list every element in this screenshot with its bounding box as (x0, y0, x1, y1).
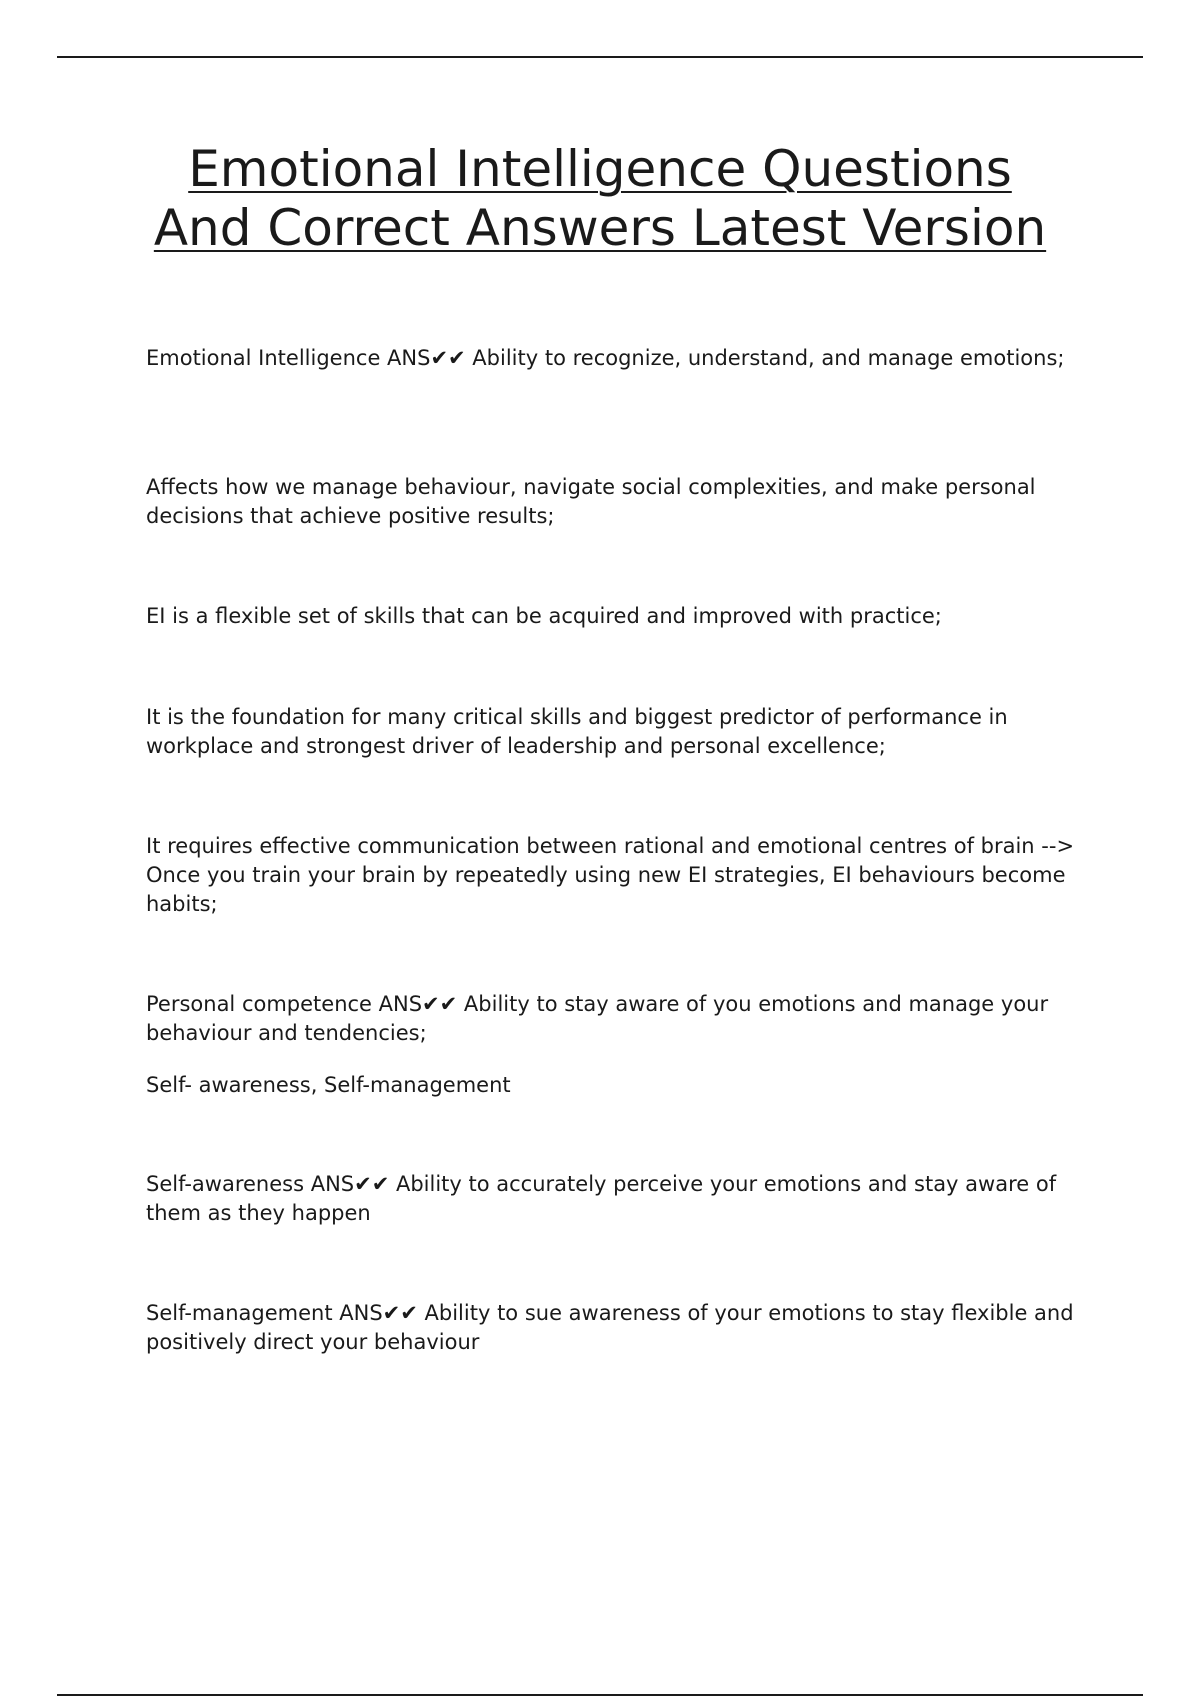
title-line-1: Emotional Intelligence Questions (188, 140, 1012, 198)
paragraph-communication: It requires effective communication between rational and emotional centres of brain --> Once you train your brain by repeatedly using new EI strategies, EI behaviours become habits; (146, 834, 1075, 916)
paragraph-competence-components: Self- awareness, Self-management (146, 1073, 511, 1097)
paragraph-foundation: It is the foundation for many critical skills and biggest predictor of performance in workplace and strongest driver of leadership and personal excellence; (146, 705, 1008, 758)
header-rule (57, 56, 1143, 58)
title-line-2: And Correct Answers Latest Version (153, 199, 1047, 257)
paragraph-flexible-skills: EI is a flexible set of skills that can be acquired and improved with practice; (146, 604, 942, 628)
paragraph-ei-definition: Emotional Intelligence ANS✔✔ Ability to recognize, understand, and manage emotions; (146, 346, 1065, 370)
paragraph-personal-competence: Personal competence ANS✔✔ Ability to stay aware of you emotions and manage your behaviour and tendencies; (146, 992, 1049, 1045)
paragraph-affects: Affects how we manage behaviour, navigate social complexities, and make personal decisions that achieve positive results; (146, 475, 1036, 528)
footer-rule (57, 1694, 1143, 1696)
paragraph-self-awareness: Self-awareness ANS✔✔ Ability to accurately perceive your emotions and stay aware of them as they happen (146, 1172, 1057, 1225)
paragraph-self-management: Self-management ANS✔✔ Ability to sue awareness of your emotions to stay flexible and positively direct your behaviour (146, 1301, 1074, 1354)
document-title (57, 140, 1143, 258)
